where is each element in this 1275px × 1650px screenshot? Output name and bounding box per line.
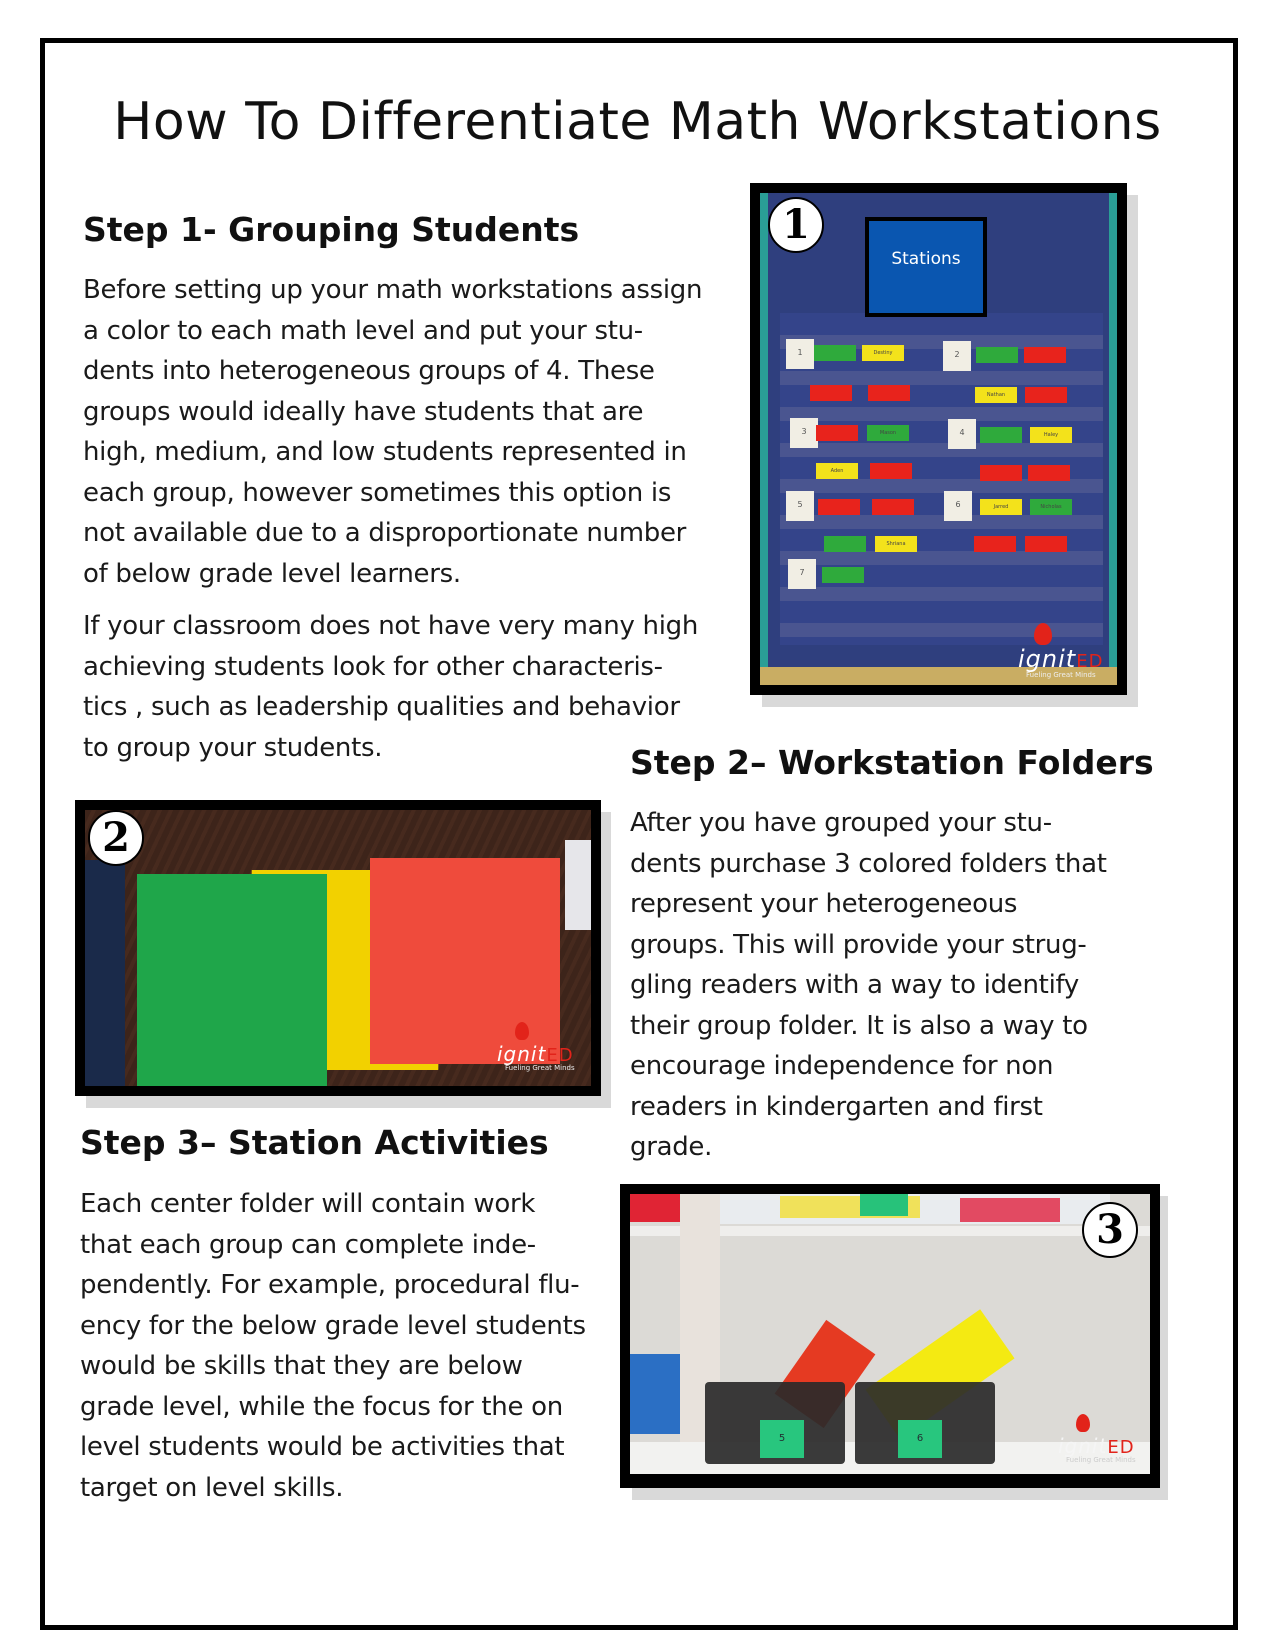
name-chip-red — [818, 499, 860, 515]
text-line: Before setting up your math workstations assign — [83, 275, 703, 305]
group-number-card: 7 — [788, 559, 816, 589]
name-chip-red — [974, 536, 1016, 552]
name-chip-green — [980, 427, 1022, 443]
step3-paragraph — [80, 1184, 640, 1508]
text-line: groups. This will provide your strug- — [630, 929, 1087, 960]
wall-edge — [760, 193, 768, 685]
step2-heading: Step 2– Workstation Folders — [630, 743, 1154, 782]
name-chip-yellow: Destiny — [862, 345, 904, 361]
name-chip-green — [814, 345, 856, 361]
text-line: groups would ideally have students that are — [83, 396, 644, 427]
name-chip-red — [1028, 465, 1070, 481]
text-line: a color to each math level and put your stu- — [83, 315, 643, 346]
text-line: encourage independence for non — [630, 1051, 1054, 1081]
ignited-logo: ignitED Fueling Great Minds — [1058, 1434, 1135, 1458]
text-line: high, medium, and low students represented in — [83, 437, 687, 467]
text-line: gling readers with a way to identify — [630, 970, 1079, 1000]
text-line: their group folder. It is also a way to — [630, 1010, 1088, 1041]
group-number-card: 3 — [790, 418, 818, 448]
flame-icon — [515, 1022, 529, 1040]
step-number-badge: 3 — [1082, 1202, 1138, 1258]
basket-label: 6 — [898, 1420, 942, 1458]
pink-toy — [960, 1198, 1060, 1222]
name-chip-red — [810, 385, 852, 401]
text-line: pendently. For example, procedural flu- — [80, 1270, 580, 1300]
step2-paragraph — [630, 803, 1190, 1168]
text-line: not available due to a disproportionate number — [83, 518, 687, 548]
pocket-chart-photo — [760, 193, 1117, 685]
name-chip-green — [824, 536, 866, 552]
name-chip-red — [868, 385, 910, 401]
photo-1-frame — [750, 183, 1127, 695]
text-line: tics , such as leadership qualities and behavior — [83, 692, 680, 722]
text-line: achieving students look for other characteris- — [83, 651, 663, 682]
text-line: grade level, while the focus for the on — [80, 1391, 563, 1422]
text-line: ency for the below grade level students — [80, 1310, 586, 1341]
step-number-badge: 2 — [88, 810, 144, 866]
stations-card: Stations — [865, 217, 987, 317]
text-line: represent your heterogeneous — [630, 889, 1018, 919]
text-line: readers in kindergarten and first — [630, 1091, 1043, 1122]
group-number-card: 6 — [944, 491, 972, 521]
name-chip-green: Nicholas — [1030, 499, 1072, 515]
flame-icon — [1034, 623, 1052, 645]
group-number-card: 1 — [786, 339, 814, 369]
photo-2-frame — [75, 800, 601, 1096]
text-line: each group, however sometimes this option is — [83, 477, 672, 508]
red-folder — [370, 858, 560, 1064]
ignited-logo: ignitED Fueling Great Minds — [497, 1042, 574, 1066]
step1-heading: Step 1- Grouping Students — [83, 210, 580, 249]
upper-label — [860, 1194, 908, 1216]
baskets-photo — [630, 1194, 1150, 1474]
binder-edge — [85, 860, 125, 1086]
text-line: Each center folder will contain work — [80, 1189, 536, 1219]
name-chip-red — [872, 499, 914, 515]
flame-icon — [1076, 1414, 1090, 1432]
group-number-card: 4 — [948, 419, 976, 449]
step3-heading: Step 3– Station Activities — [80, 1123, 549, 1162]
text-line: target on level skills. — [80, 1472, 344, 1503]
page-title: How To Differentiate Math Workstations — [113, 92, 1162, 152]
name-chip-green — [822, 567, 864, 583]
name-chip-red — [1025, 536, 1067, 552]
text-line: to group your students. — [83, 732, 383, 763]
wall-edge — [1109, 193, 1117, 685]
text-line: would be skills that they are below — [80, 1351, 523, 1381]
basket-label: 5 — [760, 1420, 804, 1458]
name-chip-red — [980, 465, 1022, 481]
name-chip-red — [816, 425, 858, 441]
name-chip-yellow: Jarred — [980, 499, 1022, 515]
green-folder — [137, 874, 327, 1086]
blue-bin — [630, 1354, 680, 1434]
photo-3-frame — [620, 1184, 1160, 1488]
text-line: After you have grouped your stu- — [630, 808, 1052, 838]
text-line: grade. — [630, 1132, 713, 1162]
name-chip-yellow: Nathan — [975, 387, 1017, 403]
name-chip-red — [1024, 347, 1066, 363]
text-line: dents purchase 3 colored folders that — [630, 848, 1107, 879]
name-chip-yellow: Haley — [1030, 427, 1072, 443]
name-chip-green: Mason — [867, 425, 909, 441]
text-line: of below grade level learners. — [83, 558, 461, 589]
text-line: level students would be activities that — [80, 1432, 565, 1462]
step1-paragraph-1 — [83, 270, 743, 594]
name-chip-green — [976, 347, 1018, 363]
red-toy — [630, 1194, 680, 1222]
text-line: dents into heterogeneous groups of 4. These — [83, 356, 655, 386]
step-number-badge: 1 — [768, 197, 824, 253]
group-number-card: 5 — [786, 491, 814, 521]
paper-edge — [565, 840, 591, 930]
ignited-logo: ignitED Fueling Great Minds — [1018, 645, 1103, 673]
name-chip-red — [870, 463, 912, 479]
name-chip-yellow: Aden — [816, 463, 858, 479]
name-chip-yellow: Shriana — [875, 536, 917, 552]
name-chip-red — [1025, 387, 1067, 403]
group-number-card: 2 — [943, 341, 971, 371]
folders-photo — [85, 810, 591, 1086]
text-line: If your classroom does not have very many high — [83, 611, 698, 641]
text-line: that each group can complete inde- — [80, 1229, 536, 1260]
